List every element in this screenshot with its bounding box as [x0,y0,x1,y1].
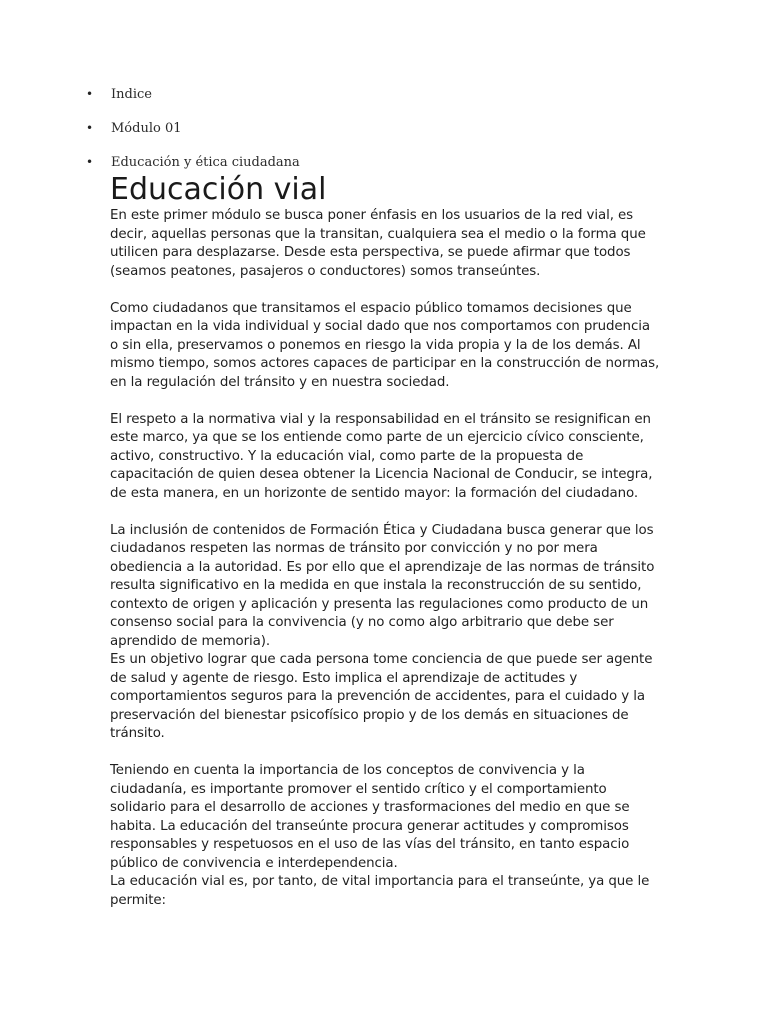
toc-item-modulo-01[interactable] [86,120,300,137]
paragraph-spacer [110,281,660,300]
bullet-icon: • [86,87,94,101]
paragraph: En este primer módulo se busca poner énfasis en los usuarios de la red vial, es decir, aquellas personas que la transitan, cualquiera sea el medio o la forma que utilicen para desplazarse. Desde esta perspectiva, se puede afirmar que todos (seamos peatones, pasajeros o conductores) somos transeúntes. [110,208,646,279]
bullet-icon: • [86,121,94,135]
toc-item-educacion-etica[interactable] [86,154,300,171]
paragraph-spacer [110,392,660,411]
table-of-contents [86,86,300,171]
paragraph-spacer [110,503,660,522]
toc-link-modulo-01[interactable]: Módulo 01 [111,121,182,136]
paragraph: Teniendo en cuenta la importancia de los conceptos de convivencia y la ciudadanía, es importante promover el sentido crítico y el comportamiento solidario para el desarrollo de acciones y trasformaciones del medio en que se habita. La educación del transeúnte procura generar actitudes y compromisos responsables y respetuosos en el uso de las vías del tránsito, en tanto espacio público de convivencia e interdependencia. [110,763,630,871]
article-body [110,207,660,910]
paragraph: Es un objetivo lograr que cada persona tome conciencia de que puede ser agente de salud y agente de riesgo. Esto implica el aprendizaje de actitudes y comportamientos seguros para la prevención de accidentes, para el cuidado y la preservación del bienestar psicofísico propio y de los demás en situaciones de tránsito. [110,652,653,741]
paragraph: El respeto a la normativa vial y la responsabilidad en el tránsito se resignifican en este marco, ya que se los entiende como parte de un ejercicio cívico consciente, activo, constructivo. Y la educación vial, como parte de la propuesta de capacitación de quien desea obtener la Licencia Nacional de Conducir, se integra, de esta manera, en un horizonte de sentido mayor: la formación del ciudadano. [110,411,653,501]
paragraph: Como ciudadanos que transitamos el espacio público tomamos decisiones que impactan en la vida individual y social dado que nos comportamos con prudencia o sin ella, preservamos o ponemos en riesgo la vida propia y la de los demás. Al mismo tiempo, somos actores capaces de participar en la construcción de normas, en la regulación del tránsito y en nuestra sociedad. [110,300,660,390]
bullet-icon: • [86,155,94,169]
paragraph-spacer [110,744,660,763]
toc-link-indice[interactable]: Indice [111,87,152,102]
paragraph: La inclusión de contenidos de Formación Ética y Ciudadana busca generar que los ciudadanos respeten las normas de tránsito por convicción y no por mera obediencia a la autoridad. Es por ello que el aprendizaje de las normas de tránsito resulta significativo en la medida en que instala la reconstrucción de su sentido, contexto de origen y aplicación y presenta las regulaciones como producto de un consenso social para la convivencia (y no como algo arbitrario que debe ser aprendido de memoria). [110,522,655,649]
toc-link-educacion-etica[interactable]: Educación y ética ciudadana [111,155,300,170]
toc-item-indice[interactable] [86,86,300,103]
page-title: Educación vial [110,172,327,207]
paragraph: La educación vial es, por tanto, de vital importancia para el transeúnte, ya que le permite: [110,874,650,908]
